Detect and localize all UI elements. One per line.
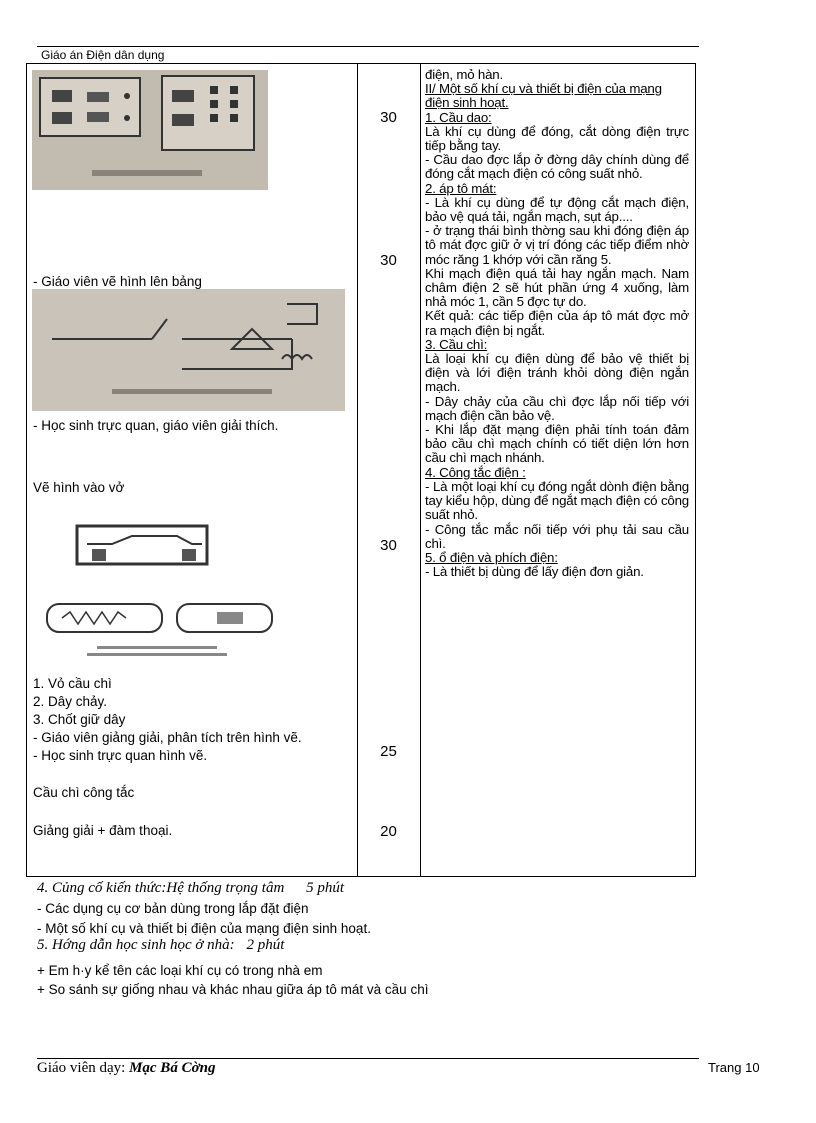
section-4-line-1: - Các dụng cụ cơ bản dùng trong lắp đặt điện bbox=[37, 901, 309, 916]
section-4-title: 4. Củng cố kiến thức:Hệ thống trọng tâm bbox=[37, 880, 285, 896]
heading-cau-chi: 3. Cầu chì: bbox=[425, 336, 488, 352]
content-p2a: - Là khí cụ dùng để tự động cắt mạch điện, bảo vệ quá tải, ngắn mạch, sụt áp.... bbox=[425, 194, 689, 225]
heading-o-dien: 5. ổ điện và phích điện: bbox=[425, 549, 558, 565]
content-column bbox=[421, 64, 695, 876]
left-line-explain-dialogue: Giảng giải + đàm thoại. bbox=[33, 823, 173, 838]
left-line-students-view: - Học sinh trực quan hình vẽ. bbox=[33, 748, 208, 763]
heading-cau-dao: 1. Cầu dao: bbox=[425, 109, 492, 125]
minutes-column bbox=[357, 64, 420, 876]
content-p2c: Khi mạch điện quá tải hay ngắn mạch. Nam châm điện 2 sẽ hút phần ứng 4 xuống, làm nhả móc 1, cần 5 đợc tự do. bbox=[425, 265, 689, 310]
minutes-3: 30 bbox=[380, 537, 397, 554]
section-4-line-2: - Một số khí cụ và thiết bị điện của mạng điện sinh hoạt. bbox=[37, 921, 371, 936]
footer-rule bbox=[37, 1058, 699, 1059]
section-4-title-line bbox=[37, 880, 344, 896]
section-heading: II/ Một số khí cụ và thiết bị điện của mạng điện sinh hoạt. bbox=[425, 81, 662, 111]
content-p3c: - Khi lắp đặt mạng điện phải tính toán đảm bảo cầu chì mạch chính có tiết diện lớn hơn cầu chì mạch nhánh. bbox=[425, 422, 689, 466]
figure-fuse-drawing bbox=[37, 514, 287, 664]
header-title: Giáo án Điện dân dụng bbox=[41, 48, 165, 62]
content-p4b: - Công tắc mắc nối tiếp với phụ tải sau cầu chì. bbox=[425, 521, 689, 551]
left-line-draw-notebook: Vẽ hình vào vở bbox=[33, 480, 125, 495]
content-text bbox=[425, 68, 689, 579]
header-rule bbox=[37, 46, 699, 47]
figure-switch-photo bbox=[32, 70, 268, 190]
section-4-time: 5 phút bbox=[306, 880, 344, 896]
content-p2b: - ở trạng thái bình thờng sau khi đóng điện áp tô mát đợc giữ ở vị trí đóng các tiếp điểm nhờ móc răng 1 khớp với cần răng 5. bbox=[425, 223, 689, 267]
left-line-teacher-analyze: - Giáo viên giảng giải, phân tích trên hình vẽ. bbox=[33, 730, 302, 745]
left-line-students-observe: - Học sinh trực quan, giáo viên giải thích. bbox=[33, 418, 279, 433]
minutes-1: 30 bbox=[380, 109, 397, 126]
activities-column bbox=[27, 64, 357, 876]
minutes-5: 20 bbox=[380, 823, 397, 840]
part-1-label: 1. Vỏ cầu chì bbox=[33, 676, 112, 691]
section-5-line-1: + Em h·y kể tên các loại khí cụ có trong nhà em bbox=[37, 963, 323, 978]
page-number: Trang 10 bbox=[708, 1060, 760, 1075]
section-5-title-line bbox=[37, 937, 284, 953]
left-line-fuse-switch: Cầu chì công tắc bbox=[33, 785, 135, 800]
heading-cong-tac: 4. Công tắc điện : bbox=[425, 464, 526, 480]
content-p2d: Kết quả: các tiếp điện của áp tô mát đợc mở ra mạch điện bị ngắt. bbox=[425, 308, 689, 338]
part-2-label: 2. Dây chảy. bbox=[33, 694, 108, 709]
content-p1b: - Cầu dao đợc lắp ở đờng dây chính dùng để đóng cắt mạch điện có công suất nhỏ. bbox=[425, 152, 689, 182]
minutes-4: 25 bbox=[380, 743, 397, 760]
minutes-2: 30 bbox=[380, 252, 397, 269]
footer-label: Giáo viên dạy: bbox=[37, 1060, 126, 1076]
content-p4a: - Là một loại khí cụ đóng ngắt dònh điện bằng tay kiểu hộp, dùng để ngắt mạch điện có công suất nhỏ. bbox=[425, 478, 689, 523]
section-5-time: 2 phút bbox=[246, 937, 285, 953]
lesson-table bbox=[26, 63, 696, 877]
figure-circuit-breaker bbox=[32, 289, 345, 411]
left-line-teacher-draw: - Giáo viên vẽ hình lên bảng bbox=[33, 274, 202, 289]
content-p3a: Là loại khí cụ điện dùng để bảo vệ thiết bị điện và lới điện tránh khỏi dòng điện ngắn mạch. bbox=[425, 351, 689, 395]
heading-ap-to-mat: 2. áp tô mát: bbox=[425, 180, 497, 196]
part-3-label: 3. Chốt giữ dây bbox=[33, 712, 126, 727]
footer-teacher-name: Mạc Bá Cờng bbox=[129, 1060, 216, 1076]
content-p3b: - Dây chảy của cầu chì đợc lắp nối tiếp với mạch điện cần bảo vệ. bbox=[425, 393, 689, 423]
content-p0: điện, mỏ hàn. bbox=[425, 67, 503, 82]
content-p5a: - Là thiết bị dùng để lấy điện đơn giản. bbox=[425, 564, 644, 580]
section-5-line-2: + So sánh sự giống nhau và khác nhau giữa áp tô mát và cầu chì bbox=[37, 982, 429, 997]
section-5-title: 5. Hớng dẫn học sinh học ở nhà: bbox=[37, 937, 235, 953]
footer-teacher bbox=[37, 1060, 215, 1077]
content-p1a: Là khí cụ dùng để đóng, cắt dòng điện trực tiếp bằng tay. bbox=[425, 123, 689, 154]
